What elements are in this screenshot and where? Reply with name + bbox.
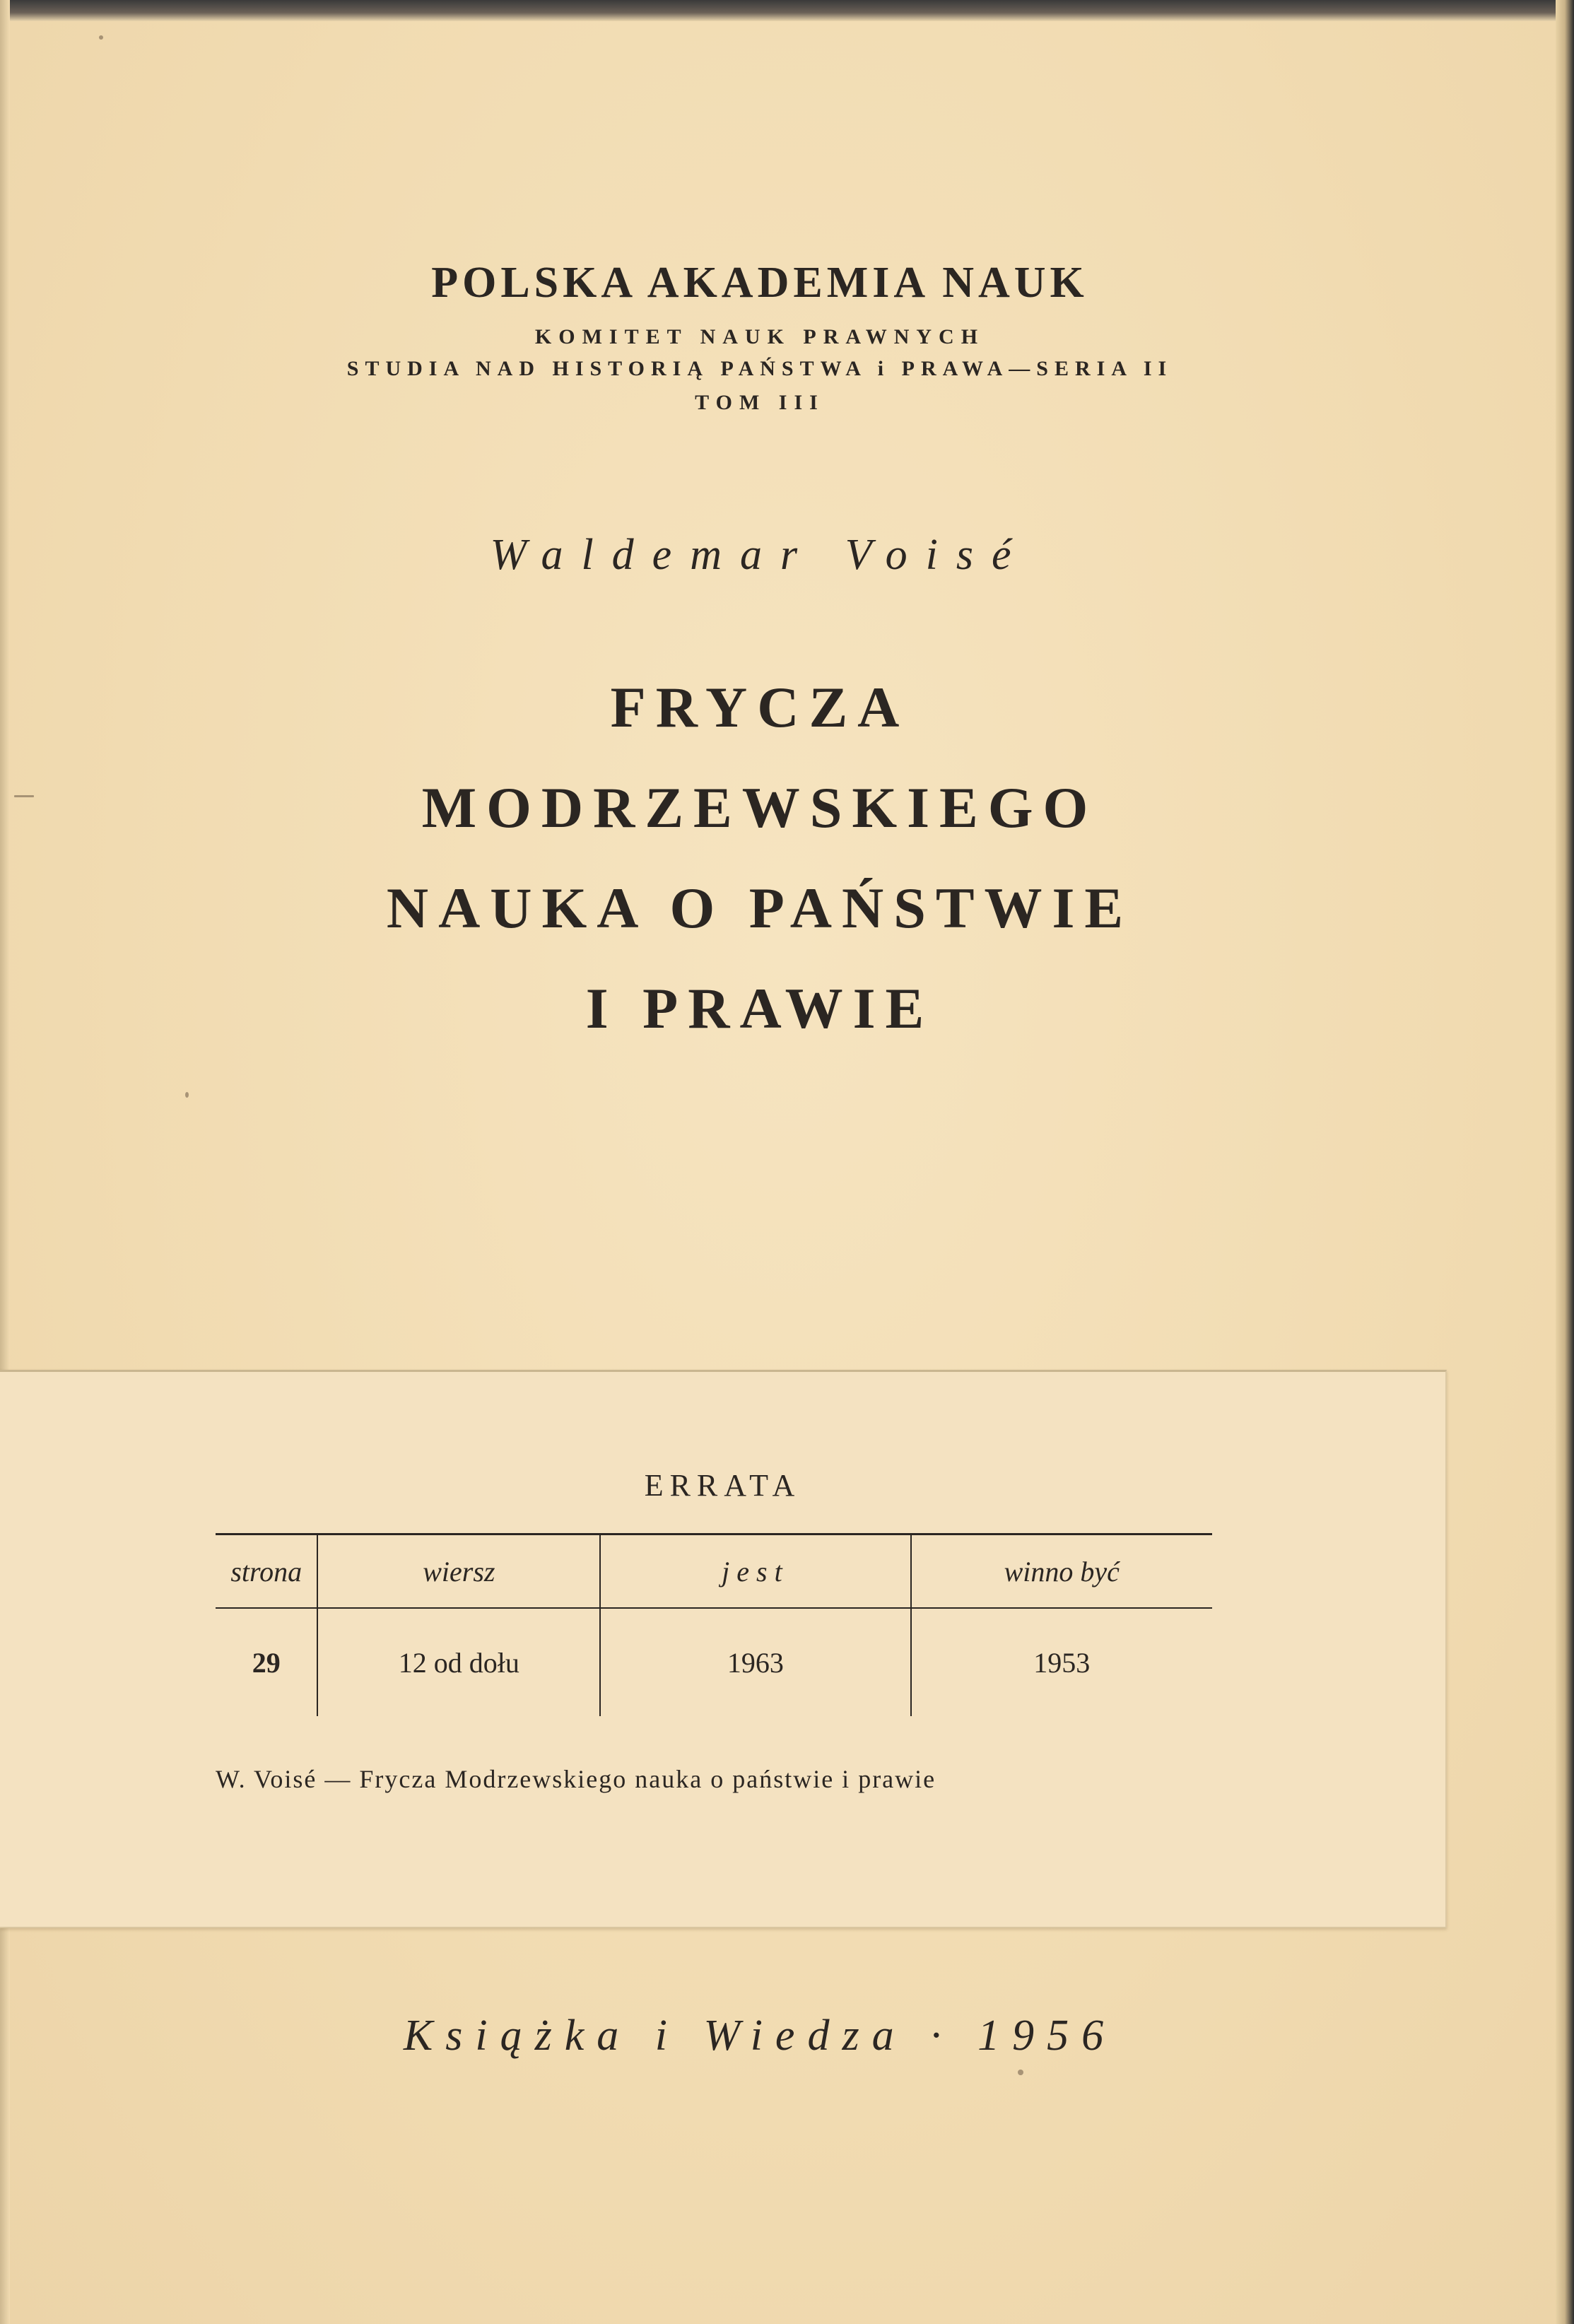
errata-should-be-cell: 1953 <box>911 1608 1212 1716</box>
paper-fleck <box>1018 2070 1023 2075</box>
errata-line-cell: 12 od dołu <box>317 1608 600 1716</box>
publisher-imprint: Książka i Wiedza · 1956 <box>403 2012 1117 2060</box>
errata-header-row <box>216 1534 1212 1609</box>
author-name: Waldemar Voisé <box>490 531 1030 579</box>
errata-reference: W. Voisé — Frycza Modrzewskiego nauka o państwie i prawie <box>216 1765 936 1793</box>
column-header-line: wiersz <box>317 1534 600 1609</box>
column-header-page: strona <box>216 1534 317 1609</box>
column-header-should-be: winno być <box>911 1534 1212 1609</box>
errata-is-cell: 1963 <box>600 1608 910 1716</box>
title-line: I PRAWIE <box>585 976 934 1040</box>
page-right-edge <box>1556 0 1574 2324</box>
title-line: FRYCZA <box>610 675 910 739</box>
paper-fleck <box>185 1092 189 1098</box>
errata-table <box>216 1533 1212 1716</box>
book-title <box>0 657 1520 1059</box>
series-name: STUDIA NAD HISTORIĄ PAŃSTWA i PRAWA—SERIA II <box>346 357 1173 380</box>
errata-page-cell: 29 <box>252 1646 281 1679</box>
committee-name: KOMITET NAUK PRAWNYCH <box>534 325 985 348</box>
errata-slip <box>0 1370 1447 1928</box>
errata-heading: ERRATA <box>644 1468 801 1503</box>
volume-number: TOM III <box>695 391 825 414</box>
academy-name: POLSKA AKADEMIA NAUK <box>431 259 1088 307</box>
title-line: MODRZEWSKIEGO <box>421 775 1098 840</box>
page-top-edge <box>0 0 1574 21</box>
title-line: NAUKA O PAŃSTWIE <box>386 876 1134 940</box>
table-row <box>216 1608 1212 1716</box>
column-header-is: jest <box>600 1534 910 1609</box>
paper-fleck <box>99 35 103 40</box>
